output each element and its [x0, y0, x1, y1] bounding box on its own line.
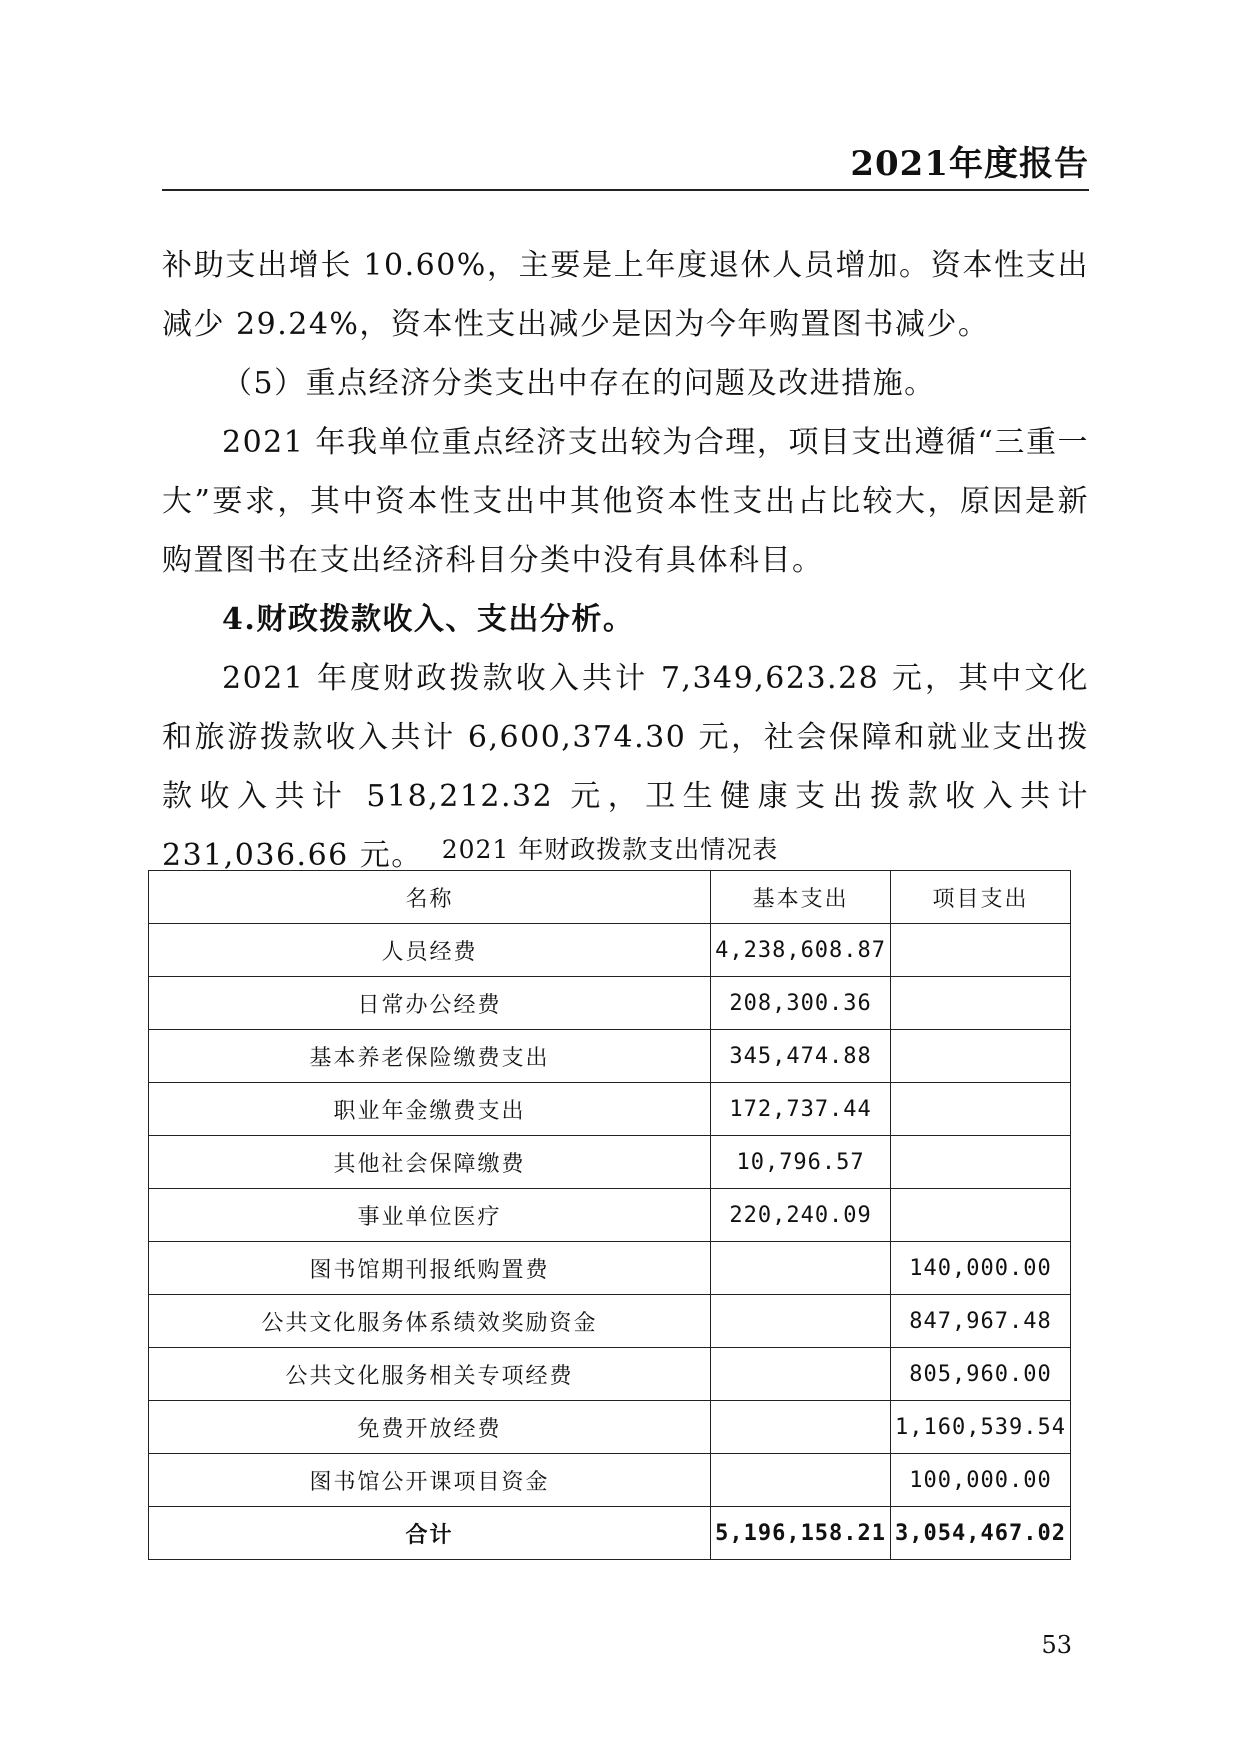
total-label: 合计 — [149, 1507, 711, 1560]
row-basic: 208,300.36 — [711, 977, 891, 1030]
row-name: 公共文化服务相关专项经费 — [149, 1348, 711, 1401]
row-project — [891, 1189, 1071, 1242]
table-row — [149, 1136, 1071, 1189]
row-basic: 345,474.88 — [711, 1030, 891, 1083]
row-basic — [711, 1454, 891, 1507]
total-basic: 5,196,158.21 — [711, 1507, 891, 1560]
header-divider — [162, 189, 1089, 191]
row-basic: 4,238,608.87 — [711, 924, 891, 977]
row-project — [891, 924, 1071, 977]
table-row — [149, 1348, 1071, 1401]
column-header-name: 名称 — [149, 871, 711, 924]
total-project: 3,054,467.02 — [891, 1507, 1071, 1560]
paragraph-section-5: （5）重点经济分类支出中存在的问题及改进措施。 — [222, 366, 936, 401]
row-basic: 172,737.44 — [711, 1083, 891, 1136]
row-name: 人员经费 — [149, 924, 711, 977]
paragraph-appropriation-income: 2021 年度财政拨款收入共计 7,349,623.28 元，其中文化和旅游拨款收入共计 6,600,374.30 元，社会保障和就业支出拨款收入共计 518,212.32 元，卫生健康支出拨款收入共计 231,036.66 元。 — [162, 661, 1089, 873]
table-row — [149, 1030, 1071, 1083]
appropriation-expenditure-table — [148, 870, 1071, 1560]
row-project — [891, 1136, 1071, 1189]
section-heading-4: 4.财政拨款收入、支出分析。 — [222, 602, 635, 637]
table-row — [149, 924, 1071, 977]
table-row — [149, 1401, 1071, 1454]
row-basic — [711, 1295, 891, 1348]
row-project — [891, 1030, 1071, 1083]
row-project: 100,000.00 — [891, 1454, 1071, 1507]
table-row — [149, 1083, 1071, 1136]
table-total-row — [149, 1507, 1071, 1560]
table-header-row — [149, 871, 1071, 924]
row-basic — [711, 1348, 891, 1401]
row-basic: 220,240.09 — [711, 1189, 891, 1242]
row-name: 基本养老保险缴费支出 — [149, 1030, 711, 1083]
row-name: 公共文化服务体系绩效奖励资金 — [149, 1295, 711, 1348]
row-project — [891, 977, 1071, 1030]
column-header-project: 项目支出 — [891, 871, 1071, 924]
row-name: 其他社会保障缴费 — [149, 1136, 711, 1189]
row-name: 职业年金缴费支出 — [149, 1083, 711, 1136]
paragraph-key-expenditure: 2021 年我单位重点经济支出较为合理，项目支出遵循“三重一大”要求，其中资本性支出中其他资本性支出占比较大，原因是新购置图书在支出经济科目分类中没有具体科目。 — [162, 425, 1089, 578]
paragraph-continuation: 补助支出增长 10.60%，主要是上年度退休人员增加。资本性支出减少 29.24%，资本性支出减少是因为今年购置图书减少。 — [162, 248, 1089, 342]
row-basic — [711, 1242, 891, 1295]
row-basic: 10,796.57 — [711, 1136, 891, 1189]
row-project: 1,160,539.54 — [891, 1401, 1071, 1454]
row-name: 日常办公经费 — [149, 977, 711, 1030]
row-project: 140,000.00 — [891, 1242, 1071, 1295]
row-name: 图书馆公开课项目资金 — [149, 1454, 711, 1507]
page-number: 53 — [1041, 1631, 1072, 1659]
table-row — [149, 1242, 1071, 1295]
row-name: 事业单位医疗 — [149, 1189, 711, 1242]
table-row — [149, 1189, 1071, 1242]
row-project: 847,967.48 — [891, 1295, 1071, 1348]
table-row — [149, 1295, 1071, 1348]
table-row — [149, 977, 1071, 1030]
table-row — [149, 1454, 1071, 1507]
row-project — [891, 1083, 1071, 1136]
body-text — [162, 236, 1089, 885]
table-caption: 2021 年财政拨款支出情况表 — [441, 835, 779, 864]
row-basic — [711, 1401, 891, 1454]
row-name: 免费开放经费 — [149, 1401, 711, 1454]
row-project: 805,960.00 — [891, 1348, 1071, 1401]
column-header-basic: 基本支出 — [711, 871, 891, 924]
header-title: 2021年度报告 — [850, 144, 1089, 184]
row-name: 图书馆期刊报纸购置费 — [149, 1242, 711, 1295]
